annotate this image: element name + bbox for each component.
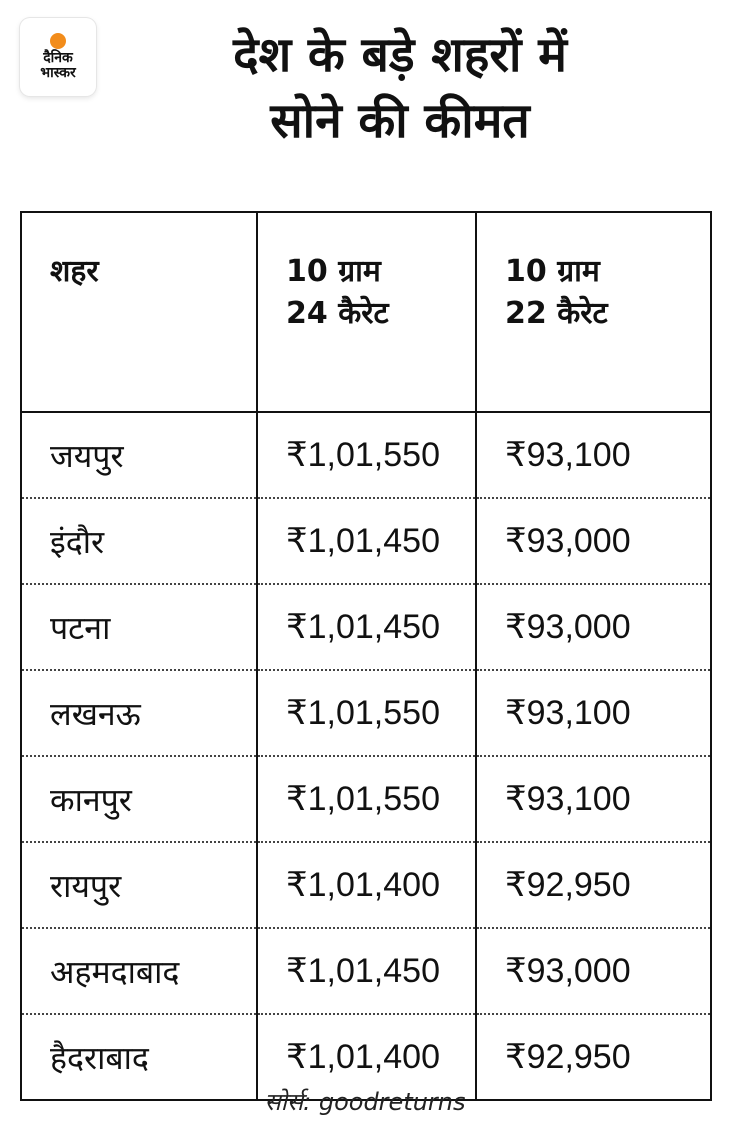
price-24k-cell: ₹1,01,550 xyxy=(257,756,476,842)
price-24k-cell: ₹1,01,550 xyxy=(257,412,476,498)
price-24k-cell: ₹1,01,450 xyxy=(257,584,476,670)
header-city: शहर xyxy=(21,212,257,412)
price-22k-cell: ₹93,000 xyxy=(476,498,711,584)
table-row xyxy=(21,756,711,842)
city-cell: इंदौर xyxy=(21,498,257,584)
city-cell: अहमदाबाद xyxy=(21,928,257,1014)
city-cell: हैदराबाद xyxy=(21,1014,257,1100)
price-22k-cell: ₹93,100 xyxy=(476,670,711,756)
source-note: सोर्स: goodreturns xyxy=(264,1088,466,1116)
price-22k-cell: ₹93,000 xyxy=(476,584,711,670)
brand-logo xyxy=(20,18,96,96)
table-row xyxy=(21,928,711,1014)
price-22k-cell: ₹93,100 xyxy=(476,412,711,498)
price-24k-cell: ₹1,01,450 xyxy=(257,498,476,584)
page-title: देश के बड़े शहरों में सोने की कीमत xyxy=(233,27,567,149)
table-row xyxy=(21,498,711,584)
table-row xyxy=(21,584,711,670)
gold-price-table xyxy=(20,211,712,1101)
table-header-row xyxy=(21,212,711,412)
city-cell: रायपुर xyxy=(21,842,257,928)
price-24k-cell: ₹1,01,400 xyxy=(257,1014,476,1100)
price-22k-cell: ₹93,000 xyxy=(476,928,711,1014)
price-22k-cell: ₹92,950 xyxy=(476,842,711,928)
city-cell: पटना xyxy=(21,584,257,670)
logo-text: दैनिक भास्कर xyxy=(40,50,76,81)
city-cell: जयपुर xyxy=(21,412,257,498)
city-cell: लखनऊ xyxy=(21,670,257,756)
price-24k-cell: ₹1,01,400 xyxy=(257,842,476,928)
price-22k-cell: ₹93,100 xyxy=(476,756,711,842)
header-24-carat: 10 ग्राम 24 कैरेट xyxy=(257,212,476,412)
price-24k-cell: ₹1,01,450 xyxy=(257,928,476,1014)
table-row xyxy=(21,412,711,498)
table-row xyxy=(21,842,711,928)
price-24k-cell: ₹1,01,550 xyxy=(257,670,476,756)
city-cell: कानपुर xyxy=(21,756,257,842)
table-row xyxy=(21,670,711,756)
header-22-carat: 10 ग्राम 22 कैरेट xyxy=(476,212,711,412)
sun-icon xyxy=(50,33,66,49)
price-22k-cell: ₹92,950 xyxy=(476,1014,711,1100)
